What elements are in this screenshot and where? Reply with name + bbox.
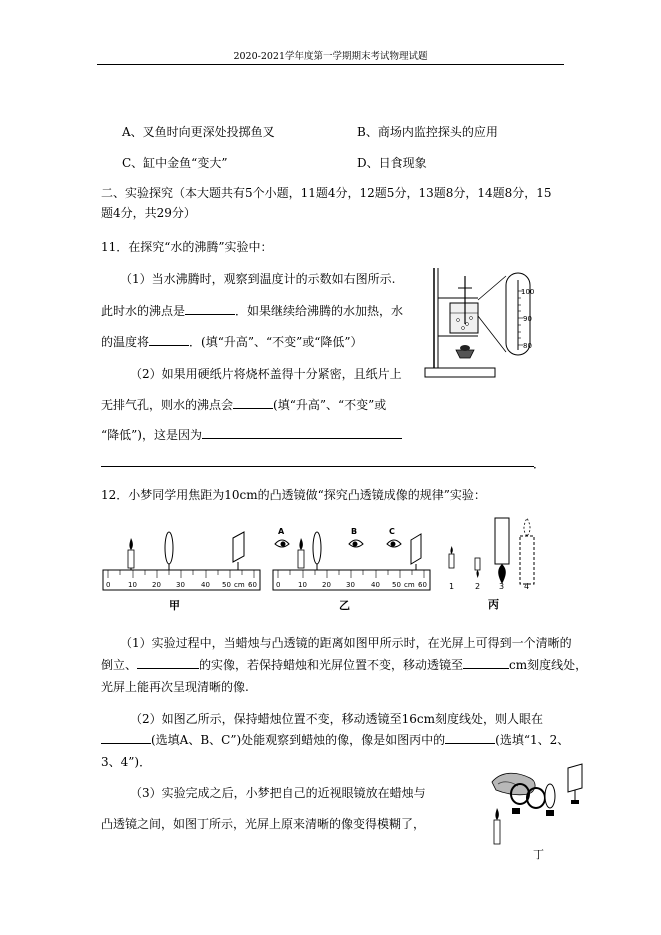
answer-blank-eye-position[interactable] [101,732,151,744]
ruler-jia-tick-20: 20 [152,581,161,589]
figure-bing [440,514,540,614]
answer-blank-lens-position[interactable] [463,657,509,669]
answer-blank-image-number[interactable] [445,732,495,744]
answer-blank-sealed-boiling[interactable] [233,397,273,409]
q12-stem: 12．小梦同学用焦距为10cm的凸透镜做“探究凸透镜成像的规律”实验： [101,488,486,502]
page-header: 2020-2021学年度第一学期期末考试物理试题 [233,51,428,62]
option-b: B、商场内监控探头的应用 [357,125,498,139]
ruler-yi-tick-60: 60 [418,581,427,589]
thermo-tick-90: 90 [523,315,532,323]
ruler-yi-tick-cm: cm [404,581,415,589]
ruler-jia-tick-50: 50 [222,581,231,589]
answer-blank-boiling-point[interactable] [185,303,235,315]
label-bing: 丙 [488,598,499,611]
figure-yi [273,518,433,612]
ruler-jia-tick-0: 0 [106,581,111,589]
q12-p2-line2: (选填A、B、C”)处能观察到蜡烛的像，像是如图丙中的 (选填“1、2、 [101,731,569,748]
ruler-jia-tick-60: 60 [248,581,257,589]
q12-p1-line3: 光屏上能再次呈现清晰的像. [101,680,249,694]
ruler-jia-tick-cm: cm [234,581,245,589]
ruler-jia-tick-30: 30 [176,581,185,589]
ruler-yi-tick-20: 20 [322,581,331,589]
header-rule [97,64,564,65]
label-jia: 甲 [169,599,180,612]
eye-label-b: B [351,527,358,536]
ruler-yi-tick-0: 0 [276,581,281,589]
eye-label-a: A [278,527,285,536]
eye-label-c: C [389,527,395,536]
thermo-tick-100: 100 [521,288,535,296]
figure-jia [103,518,263,612]
q11-p1-line3: 的温度将 ．(填“升高”、“不变”或“降低”） [101,335,363,349]
section2-line2: 题4分，共29分） [101,206,196,220]
label-yi: 乙 [339,599,350,612]
q12-p1-line2: 倒立、 的实像，若保持蜡烛和光屏位置不变，移动透镜至 cm刻度线处， [101,658,588,672]
q11-p2-line3: “降低”)，这是因为 [101,426,402,443]
thermo-tick-80: 80 [523,342,532,350]
q11-p2-line1: （2）如果用硬纸片将烧杯盖得十分紧密，且纸片上 [130,367,402,381]
q11-p1-line2: 此时水的沸点是 ．如果继续给沸腾的水加热，水 [101,304,404,318]
answer-blank-reason-2[interactable] [101,466,534,467]
option-a: A、叉鱼时向更深处投掷鱼叉 [122,125,275,139]
q12-p3-line1: （3）实验完成之后，小梦把自己的近视眼镜放在蜡烛与 [130,786,426,800]
ruler-yi-tick-10: 10 [298,581,307,589]
candle-label-2: 2 [475,582,481,591]
answer-blank-temperature-change[interactable] [149,334,189,346]
option-c: C、缸中金鱼“变大” [122,156,228,170]
q11-p1-line1: （1）当水沸腾时，观察到温度计的示数如右图所示. [120,272,396,286]
q11-end-dot: ． [533,457,546,471]
ruler-yi-tick-40: 40 [371,581,380,589]
candle-label-1: 1 [449,582,455,591]
candle-label-4: 4 [524,582,530,591]
q12-p2-line3: 3、4”)． [101,755,152,769]
ruler-yi-tick-30: 30 [346,581,355,589]
q12-p3-line2: 凸透镜之间，如图丁所示，光屏上原来清晰的像变得模糊了， [101,817,426,831]
candle-label-3: 3 [499,582,505,591]
q11-p2-line2: 无排气孔，则水的沸点会 (填“升高”、“不变”或 [101,398,387,412]
ruler-jia-tick-40: 40 [201,581,210,589]
answer-blank-reason-1[interactable] [202,427,402,439]
ruler-yi-tick-50: 50 [392,581,401,589]
section2-line1: 二、实验探究（本大题共有5个小题，11题4分，12题5分，13题8分，14题8分，15 [101,186,552,200]
q12-p2-line1: （2）如图乙所示，保持蜡烛位置不变，移动透镜至16cm刻度线处，则人眼在 [130,712,544,726]
option-d: D、日食现象 [357,156,427,170]
figure-ding [484,764,594,864]
boiling-apparatus-figure [422,258,534,382]
q12-p1-line1: （1）实验过程中，当蜡烛与凸透镜的距离如图甲所示时，在光屏上可得到一个清晰的 [120,636,572,650]
ruler-jia-tick-10: 10 [128,581,137,589]
answer-blank-image-size[interactable] [137,657,199,669]
label-ding: 丁 [533,848,544,861]
q11-stem: 11．在探究“水的沸腾”实验中： [101,240,273,254]
